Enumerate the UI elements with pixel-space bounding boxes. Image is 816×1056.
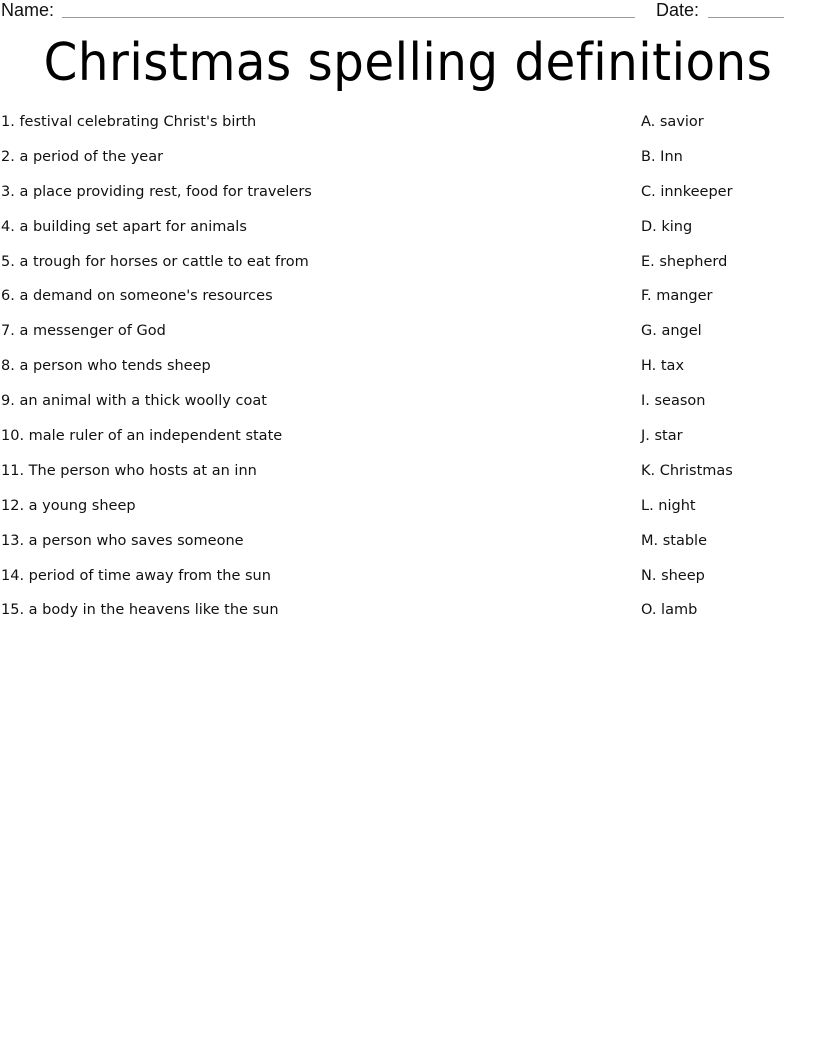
clue-item: 14. period of time away from the sun [1, 567, 271, 584]
name-label: Name: [1, 0, 55, 20]
page-title: Christmas spelling definitions [43, 33, 773, 93]
answer-item: N. sheep [641, 567, 705, 584]
answer-item: G. angel [641, 323, 702, 340]
clue-item: 2. a period of the year [1, 148, 164, 165]
clue-item: 5. a trough for horses or cattle to eat from [1, 253, 309, 270]
answer-item: J. star [641, 428, 683, 445]
date-field-line[interactable] [708, 17, 784, 18]
date-label: Date: [656, 0, 700, 20]
clue-list [1, 112, 601, 635]
name-field-line[interactable] [62, 17, 635, 18]
clue-item: 10. male ruler of an independent state [1, 428, 283, 445]
answer-item: D. king [641, 218, 693, 235]
answer-item: K. Christmas [641, 462, 733, 479]
clue-item: 12. a young sheep [1, 497, 136, 514]
clue-item: 13. a person who saves someone [1, 532, 244, 549]
clue-item: 9. an animal with a thick woolly coat [1, 393, 267, 410]
clue-item: 1. festival celebrating Christ's birth [1, 114, 257, 130]
clue-item: 6. a demand on someone's resources [1, 288, 273, 305]
answer-item: L. night [641, 497, 696, 514]
answer-item: I. season [641, 393, 706, 410]
answer-bank [641, 112, 811, 635]
answer-item: O. lamb [641, 602, 698, 619]
clue-item: 8. a person who tends sheep [1, 358, 211, 375]
answer-item: B. Inn [641, 148, 683, 165]
answer-item: C. innkeeper [641, 183, 733, 200]
answer-item: E. shepherd [641, 253, 728, 270]
answer-item: A. savior [641, 114, 704, 130]
answer-item: F. manger [641, 288, 713, 305]
clue-item: 11. The person who hosts at an inn [1, 462, 257, 479]
clue-item: 7. a messenger of God [1, 323, 166, 340]
clue-item: 4. a building set apart for animals [1, 218, 247, 235]
header-row [0, 0, 816, 22]
answer-item: H. tax [641, 358, 685, 375]
clue-item: 15. a body in the heavens like the sun [1, 602, 279, 619]
clue-item: 3. a place providing rest, food for travelers [1, 183, 312, 200]
answer-item: M. stable [641, 532, 708, 549]
